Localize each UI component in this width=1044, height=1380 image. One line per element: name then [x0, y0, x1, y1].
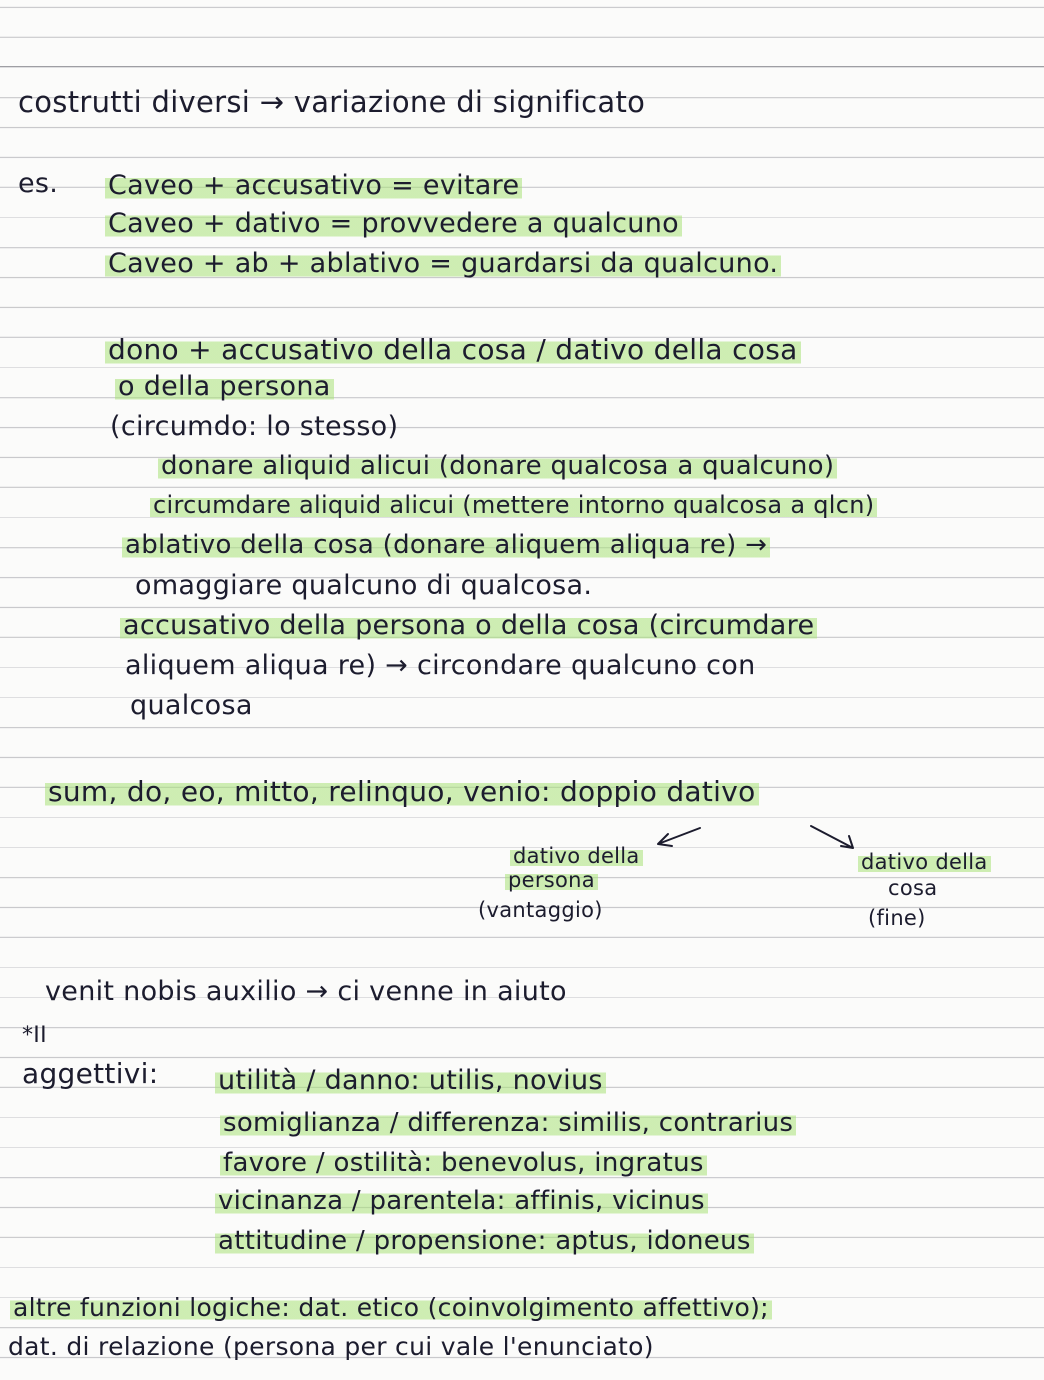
left-branch-line-2: persona — [505, 870, 598, 891]
right-branch-line-2: cosa — [888, 876, 938, 900]
dono-line-1: dono + accusativo della cosa / dativo della cosa — [105, 336, 801, 364]
dono-line-7: omaggiare qualcuno di qualcosa. — [135, 570, 593, 601]
dono-line-2: o della persona — [115, 373, 334, 400]
section-marker: *II — [22, 1023, 47, 1048]
right-branch-line-1: dativo della — [858, 852, 991, 873]
aggettivi-line-3: favore / ostilità: benevolus, ingratus — [220, 1150, 707, 1176]
aggettivi-line-1: utilità / danno: utilis, novius — [215, 1067, 606, 1094]
doppio-dativo-heading: sum, do, eo, mitto, relinquo, venio: doppio dativo — [45, 778, 759, 806]
left-branch-arrow-icon — [650, 822, 710, 852]
page-title: costrutti diversi → variazione di significato — [18, 85, 646, 119]
dono-line-8: accusativo della persona o della cosa (circumdare — [120, 612, 817, 639]
doppio-dativo-example: venit nobis auxilio → ci venne in aiuto — [45, 976, 567, 1007]
aggettivi-label: aggettivi: — [22, 1057, 159, 1090]
caveo-accusativo-line: Caveo + accusativo = evitare — [105, 172, 522, 199]
dono-line-4: donare aliquid alicui (donare qualcosa a qualcuno) — [158, 453, 837, 479]
aggettivi-line-5: attitudine / propensione: aptus, idoneus — [215, 1228, 754, 1254]
dono-line-10: qualcosa — [130, 690, 253, 721]
caveo-ablativo-line: Caveo + ab + ablativo = guardarsi da qualcuno. — [105, 250, 781, 277]
left-branch-line-1: dativo della — [510, 846, 643, 867]
aggettivi-line-4: vicinanza / parentela: affinis, vicinus — [215, 1188, 708, 1214]
dono-line-5: circumdare aliquid alicui (mettere intorno qualcosa a qlcn) — [150, 493, 877, 517]
example-prefix: es. — [18, 168, 59, 199]
dono-line-6: ablativo della cosa (donare aliquem aliqua re) → — [122, 532, 770, 558]
left-branch-line-3: (vantaggio) — [478, 898, 603, 922]
right-branch-arrow-icon — [805, 820, 865, 856]
altre-line-2: dat. di relazione (persona per cui vale l'enunciato) — [8, 1332, 654, 1361]
aggettivi-line-2: somiglianza / differenza: similis, contrarius — [220, 1110, 796, 1136]
dono-line-9: aliquem aliqua re) → circondare qualcuno con — [125, 650, 756, 681]
caveo-dativo-line: Caveo + dativo = provvedere a qualcuno — [105, 210, 682, 237]
altre-line-1: altre funzioni logiche: dat. etico (coinvolgimento affettivo); — [10, 1295, 772, 1320]
top-margin-line — [0, 66, 1044, 67]
dono-line-3: (circumdo: lo stesso) — [110, 411, 399, 442]
right-branch-line-3: (fine) — [868, 906, 926, 930]
